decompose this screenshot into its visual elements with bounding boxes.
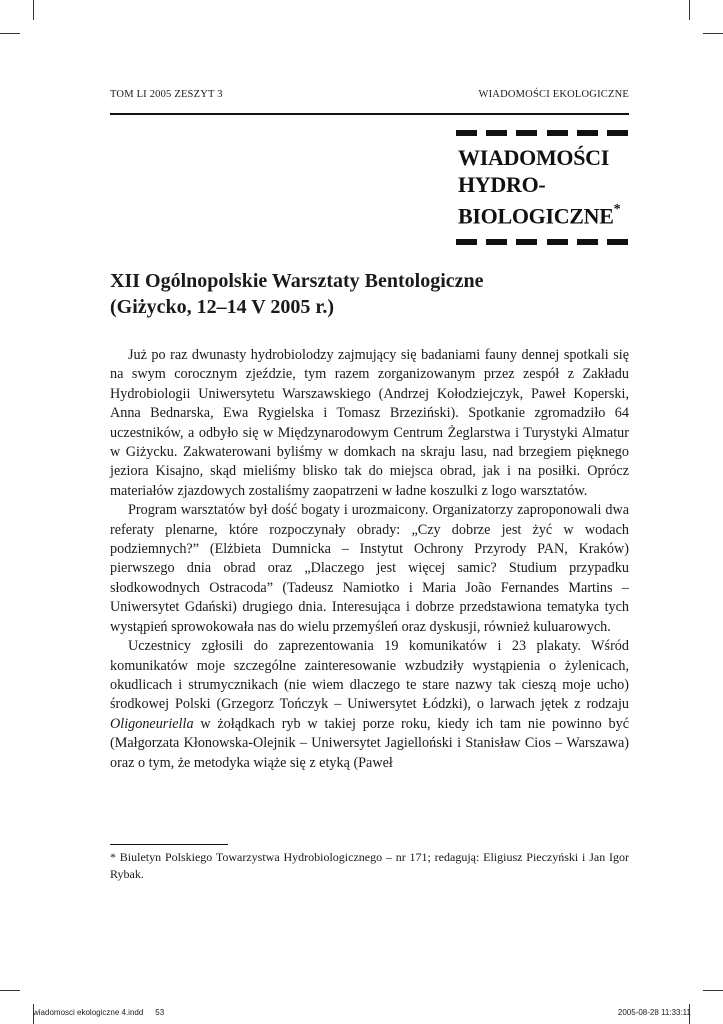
dash [577, 130, 598, 136]
dash [547, 130, 568, 136]
paragraph-2: Program warsztatów był dość bogaty i urozmaicony. Organizatorzy zaproponowali dwa referaty plenarne, które rozpoczynały obrady: „Czy dobrze jest żyć w wodach podziemnych?” (Elżbieta Dumnicka – Instytut Ochrony Przyrody PAN, Kraków) pierwszego dnia obrad oraz „Dlaczego jest więcej samic? Studium przypadku słodkowodnych Ostracoda” (Tadeusz Namiotko i Maria João Fernandes Martins – Uniwersytet Gdański) drugiego dnia. Interesująca i dobrze przedstawiona tematyka tych wystąpień sprowokowała nas do wielu przemyśleń oraz dyskusji, również kuluarowych. [110, 502, 629, 635]
paragraph-3 [110, 637, 629, 773]
running-head-right: WIADOMOŚCI EKOLOGICZNE [478, 89, 629, 100]
crop-mark [0, 33, 20, 34]
logo-asterisk: * [613, 202, 621, 217]
paragraph-3-text-a: Uczestnicy zgłosili do zaprezentowania 19 komunikatów i 23 plakaty. Wśród komunikatów moje szczególne zainteresowanie wzbudziły wystąpienia o żylenicach, okudlicach i strumycznikach (nie wiem dlaczego te stare nazwy tak cieszą moje ucho) środkowej Polski (Grzegorz Tończyk – Uniwersytet Łódzki), o larwach jętek z rodzaju [110, 638, 629, 713]
logo-line-3 [458, 198, 630, 229]
taxon-name: Oligoneuriella [110, 715, 194, 732]
dash [516, 239, 537, 245]
article-title-line-1: XII Ogólnopolskie Warsztaty Bentologiczne [110, 270, 484, 292]
logo-line-2: HYDRO- [458, 172, 546, 197]
dash [577, 239, 598, 245]
print-slug [33, 1008, 691, 1017]
crop-mark [703, 990, 723, 991]
running-head-left: TOM LI 2005 ZESZYT 3 [110, 89, 223, 100]
crop-mark [689, 0, 690, 20]
paragraph-3-text-b: w żołądkach ryb w takiej porze roku, kiedy ich tam nie powinno być (Małgorzata Kłonowska-Olejnik – Uniwersytet Jagielloński i Stanisław Cios – Warszawa) oraz o tym, że metodyka wiąże się z etyką (Paweł [110, 715, 629, 771]
crop-mark [33, 0, 34, 20]
logo-line-1: WIADOMOŚCI [458, 145, 610, 170]
slug-datetime: 2005-08-28 11:33:11 [617, 1008, 691, 1017]
dash [607, 130, 628, 136]
logo-title [458, 144, 630, 229]
header-rule [110, 113, 629, 115]
footnote: * Biuletyn Polskiego Towarzystwa Hydrobiologicznego – nr 171; redagują: Eligiusz Pieczyński i Jan Igor Rybak. [110, 850, 629, 881]
article-body [110, 346, 629, 773]
dash [486, 130, 507, 136]
slug-file [33, 1008, 164, 1017]
article-title-line-2: (Giżycko, 12–14 V 2005 r.) [110, 296, 335, 318]
dash [516, 130, 537, 136]
slug-filename: wiadomosci ekologiczne 4.indd [33, 1008, 144, 1017]
crop-mark [0, 990, 20, 991]
section-logo [456, 130, 630, 245]
running-head [110, 89, 629, 100]
slug-page: 53 [155, 1008, 165, 1017]
dash [607, 239, 628, 245]
paragraph-1: Już po raz dwunasty hydrobiolodzy zajmujący się badaniami fauny dennej spotkali się na swym corocznym zjeździe, tym razem zorganizowanym przez zespół z Zakładu Hydrobiologii Uniwersytetu Warszawskiego (Andrzej Kołodziejczyk, Paweł Koperski, Anna Bednarska, Ewa Rygielska i Tomasz Brzeziński). Spotkanie zgromadziło 64 uczestników, a odbyło się w Międzynarodowym Centrum Żeglarstwa i Turystyki Almatur w Giżycku. Zakwaterowani byliśmy w domkach na skraju lasu, nad brzegiem pięknego jeziora Kisajno, skąd mieliśmy blisko tak do miejsca obrad, jak i na posiłki. Oprócz materiałów zjazdowych zostaliśmy zaopatrzeni w ładne koszulki z logo warsztatów. [110, 347, 629, 499]
logo-line-3-text: BIOLOGICZNE [458, 203, 614, 229]
dash [456, 130, 477, 136]
logo-dashes-top [456, 130, 628, 136]
footnote-rule [110, 844, 228, 845]
dash [547, 239, 568, 245]
article-title [110, 268, 629, 320]
dash [456, 239, 477, 245]
crop-mark [703, 33, 723, 34]
dash [486, 239, 507, 245]
logo-dashes-bottom [456, 239, 628, 245]
